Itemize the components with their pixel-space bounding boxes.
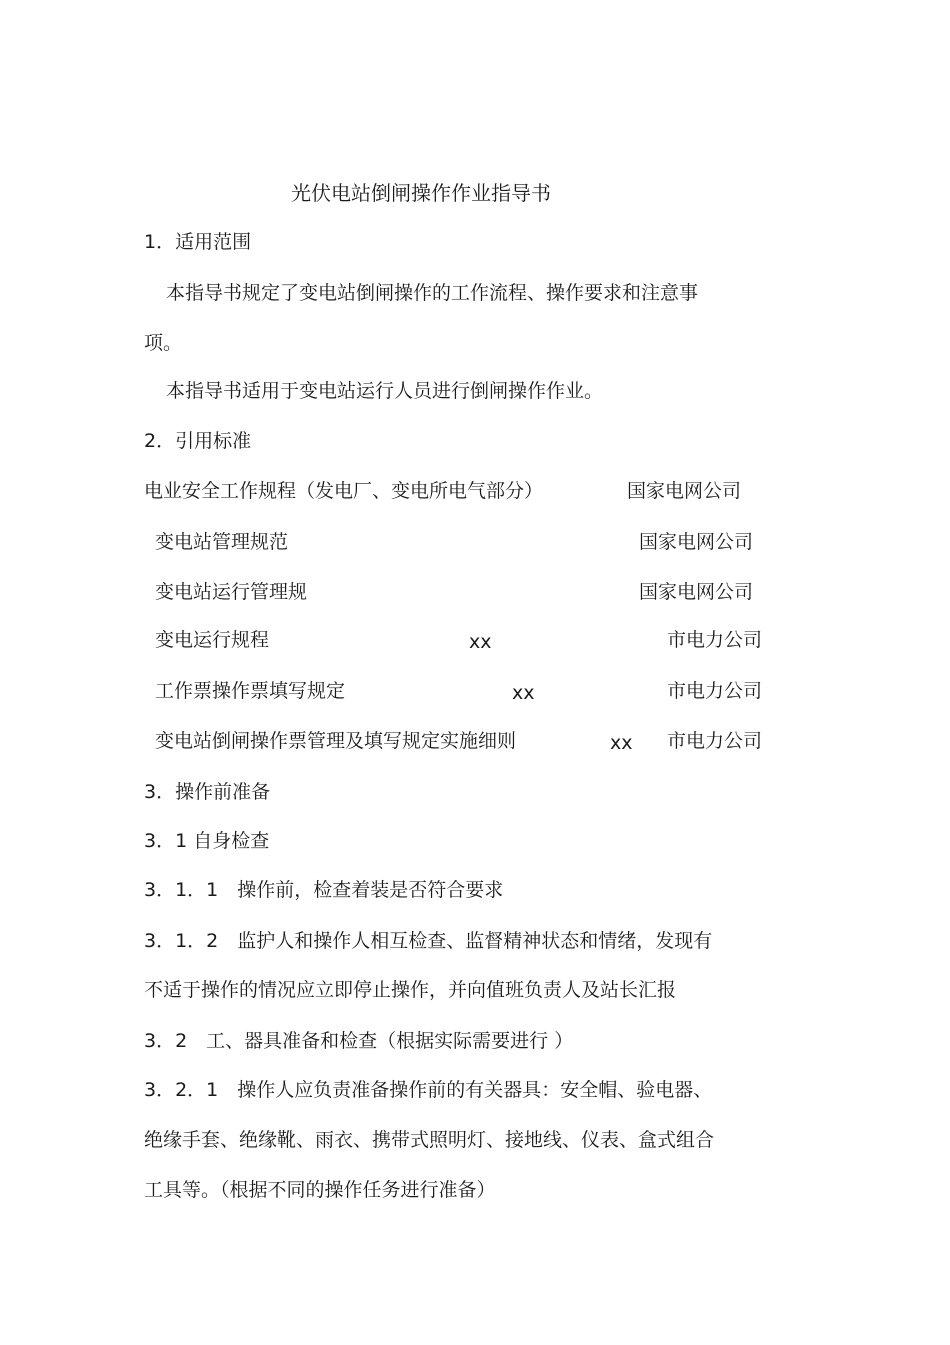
section-2-heading: 2．引用标准 xyxy=(144,430,252,452)
reference-org: 市电力公司 xyxy=(667,730,763,752)
section-3-1-2-line-2: 不适于操作的情况应立即停止操作，并向值班负责人及站长汇报 xyxy=(144,979,677,1001)
reference-name: 变电站管理规范 xyxy=(155,531,289,553)
reference-org: 市电力公司 xyxy=(667,680,763,702)
reference-code: xx xyxy=(469,631,492,653)
section-3-heading: 3．操作前准备 xyxy=(144,781,271,803)
section-3-2-heading: 3．2 工、器具准备和检查（根据实际需要进行 ） xyxy=(144,1030,574,1052)
reference-name: 变电运行规程 xyxy=(155,629,270,651)
reference-org: 国家电网公司 xyxy=(627,480,742,502)
reference-name: 变电站运行管理规 xyxy=(155,581,308,603)
reference-code: xx xyxy=(512,682,535,704)
reference-code: xx xyxy=(610,732,633,754)
section-3-1-1-text: 3．1．1 操作前，检查着装是否符合要求 xyxy=(144,879,504,901)
section-1-heading: 1．适用范围 xyxy=(144,231,252,253)
section-1-paragraph-1-line-1: 本指导书规定了变电站倒闸操作的工作流程、操作要求和注意事 xyxy=(166,282,699,304)
section-1-paragraph-2: 本指导书适用于变电站运行人员进行倒闸操作作业。 xyxy=(166,380,604,402)
section-1-paragraph-1-line-2: 项。 xyxy=(144,332,183,354)
section-3-2-1-line-1: 3．2．1 操作人应负责准备操作前的有关器具：安全帽、验电器、 xyxy=(144,1079,713,1101)
document-title: 光伏电站倒闸操作作业指导书 xyxy=(291,181,551,205)
reference-name: 变电站倒闸操作票管理及填写规定实施细则 xyxy=(155,730,517,752)
section-3-1-heading: 3．1 自身检查 xyxy=(144,830,270,852)
reference-org: 市电力公司 xyxy=(667,629,763,651)
section-3-2-1-line-2: 绝缘手套、绝缘靴、雨衣、携带式照明灯、接地线、仪表、盒式组合 xyxy=(144,1129,715,1151)
reference-org: 国家电网公司 xyxy=(639,531,754,553)
reference-org: 国家电网公司 xyxy=(639,581,754,603)
section-3-2-1-line-3: 工具等。（根据不同的操作任务进行准备） xyxy=(144,1179,496,1201)
section-3-1-2-line-1: 3．1．2 监护人和操作人相互检查、监督精神状态和情绪，发现有 xyxy=(144,930,713,952)
reference-name: 工作票操作票填写规定 xyxy=(155,680,346,702)
reference-name: 电业安全工作规程（发电厂、变电所电气部分） xyxy=(144,480,544,502)
